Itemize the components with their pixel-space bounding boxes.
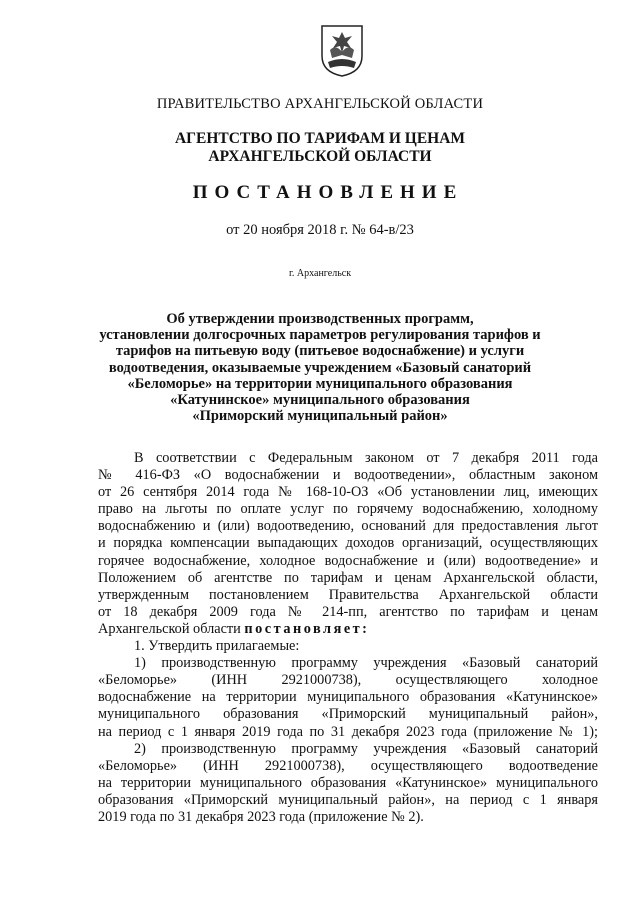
body-line: муниципального образования «Приморский муниципальный район»,: [98, 706, 598, 723]
body-line: «Беломорье» (ИНН 2921000738), осуществляющего водоотведение: [98, 757, 598, 774]
document-body: [98, 450, 598, 826]
title-line: водоотведения, оказываемые учреждением «Базовый санаторий: [108, 359, 532, 376]
body-line: на территории муниципального образования «Катунинское» муниципального: [98, 774, 598, 791]
body-line: «Беломорье» (ИНН 2921000738), осуществляющего холодное: [98, 672, 598, 689]
resolves-word: постановляет:: [244, 620, 370, 637]
body-line: от 18 декабря 2009 года № 214-пп, агентство по тарифам и ценам: [98, 603, 598, 620]
body-line: В соответствии с Федеральным законом от 7 декабря 2011 года: [134, 450, 598, 466]
body-line: и порядка компенсации выпадающих доходов организаций, осуществляющих: [98, 535, 598, 552]
date-number: от 20 ноября 2018 г. № 64-в/23: [226, 222, 414, 238]
body-line: 2) производственную программу учреждения «Базовый санаторий: [134, 740, 598, 757]
agency-line-1: АГЕНТСТВО ПО ТАРИФАМ И ЦЕНАМ: [174, 130, 466, 147]
body-line: от 26 сентября 2014 года № 168-10-ОЗ «Об установлении лиц, имеющих: [98, 484, 598, 501]
body-line: 1) производственную программу учреждения «Базовый санаторий: [134, 655, 598, 672]
government-name: ПРАВИТЕЛЬСТВО АРХАНГЕЛЬСКОЙ ОБЛАСТИ: [156, 96, 484, 112]
body-line: горячее водоснабжение, холодное водоснабжение и (или) водоотведение» и: [98, 552, 598, 569]
coat-of-arms-icon: [318, 22, 366, 78]
title-line: «Приморский муниципальный район»: [192, 408, 448, 425]
body-line: водоснабжению и (или) водоотведению, оснований для предоставления льгот: [98, 518, 598, 535]
body-line: № 416-ФЗ «О водоснабжении и водоотведении», областным законом: [98, 467, 598, 484]
item-1: 1. Утвердить прилагаемые:: [134, 638, 300, 655]
body-line: на период с 1 января 2019 года по 31 декабря 2023 года (приложение № 1);: [98, 723, 598, 740]
agency-name: [0, 130, 640, 166]
city: г. Архангельск: [288, 268, 352, 279]
body-line: право на льготы по оплате услуг по горячему водоснабжению, холодному: [98, 501, 598, 518]
title-line: «Катунинское» муниципального образования: [170, 392, 470, 409]
body-line: [98, 621, 598, 638]
agency-line-2: АРХАНГЕЛЬСКОЙ ОБЛАСТИ: [208, 148, 432, 165]
body-line: водоснабжение на территории муниципального образования «Катунинское»: [98, 689, 598, 706]
body-line: Положением об агентстве по тарифам и ценам Архангельской области,: [98, 569, 598, 586]
body-line: 2019 года по 31 декабря 2023 года (приложение № 2).: [98, 808, 424, 825]
title-line: установлении долгосрочных параметров регулирования тарифов и: [99, 327, 541, 344]
document-type: ПОСТАНОВЛЕНИЕ: [192, 182, 464, 203]
document-title: [0, 311, 640, 424]
body-text: Архангельской области: [98, 620, 245, 637]
body-line: утвержденным постановлением Правительства Архангельской области: [98, 586, 598, 603]
title-line: Об утверждении производственных программ,: [166, 311, 474, 327]
body-line: образования «Приморский муниципальный район», на период с 1 января: [98, 791, 598, 808]
title-line: «Беломорье» на территории муниципального образования: [127, 375, 513, 392]
title-line: тарифов на питьевую воду (питьевое водоснабжение) и услуги: [115, 343, 525, 360]
